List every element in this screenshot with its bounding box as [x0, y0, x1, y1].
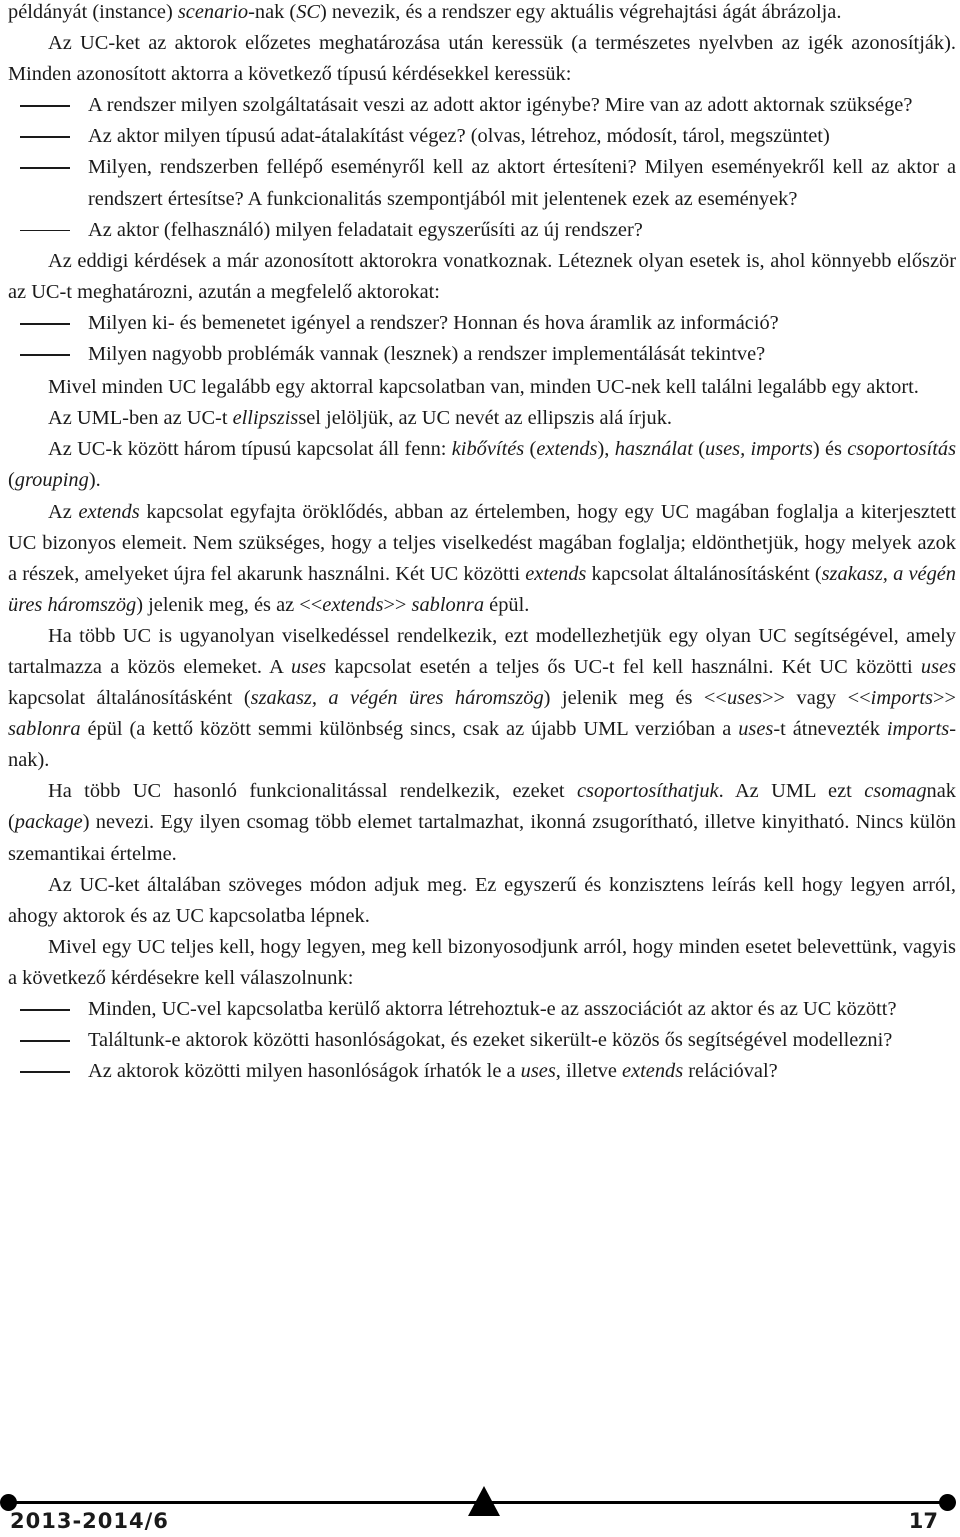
list-item	[8, 1056, 956, 1087]
italic-term: szakasz, a végén üres háromszög	[8, 562, 957, 616]
text: kapcsolat egyfajta öröklődés, abban az értelemben, hogy egy UC magában foglalja a kiterjesztett UC bizonyos elemeit. Nem szükséges, hogy a teljes viselkedést magában foglalja; eldönthetjük, hogy melyek azok a részek, amelyeket újra fel akarunk használni. Két UC közötti	[8, 500, 956, 585]
italic-term: extends	[525, 562, 587, 585]
paragraph-ellipse	[8, 403, 956, 434]
italic-term: uses	[726, 687, 763, 710]
italic-term: SC	[296, 1, 321, 23]
document-body	[8, 0, 956, 1087]
paragraph-intro	[8, 0, 956, 28]
text: ) nevezi. Egy ilyen csomag több elemet tartalmazhat, ikonná zsugorítható, illetve kinyitható. Nincs külön szemantikai értelme.	[8, 811, 956, 865]
text: kapcsolat esetén a teljes ős UC-t fel kell használni. Két UC közötti	[326, 655, 921, 678]
text: épül.	[484, 593, 530, 616]
paragraph-uses	[8, 621, 956, 776]
text: Ha több UC is ugyanolyan viselkedéssel rendelkezik, ezt modellezhetjük egy olyan UC segítségével, amely tartalmazza a közös elemeket. A	[8, 624, 956, 678]
italic-term: használat	[614, 438, 693, 461]
italic-term: ellipszis	[232, 407, 299, 430]
text: ).	[88, 469, 101, 492]
list-item: Milyen, rendszerben fellépő eseményről kell az aktort értesíteni? Milyen eseményekről kell az aktor a rendszert értesítse? A funkcionalitás szempontjából mit jelentenek ezek az események?	[8, 152, 956, 214]
question-list-completeness	[8, 994, 956, 1087]
text: ) jelenik meg, és az <<	[136, 593, 323, 616]
text: >> vagy <<	[762, 687, 871, 710]
italic-term: kibővítés	[451, 438, 525, 461]
text: ) és	[812, 438, 848, 461]
paragraph-completeness: Mivel egy UC teljes kell, hogy legyen, meg kell bizonyosodjunk arról, hogy minden esetet belevettünk, vagyis a következő kérdésekre kell válaszolnunk:	[8, 935, 956, 989]
list-item: Az aktor milyen típusú adat-átalakítást végez? (olvas, létrehoz, módosít, tárol, megszüntet)	[8, 121, 956, 152]
italic-term: imports	[870, 687, 933, 710]
italic-term: uses	[738, 718, 774, 741]
circle-right-icon	[939, 1494, 956, 1511]
page-number: 17	[908, 1509, 938, 1533]
paragraph-extends	[8, 497, 956, 621]
paragraph-relations	[8, 434, 956, 496]
list-item: A rendszer milyen szolgáltatásait veszi az adott aktor igénybe? Mire van az adott aktornak szüksége?	[8, 90, 956, 121]
text: (	[8, 469, 15, 492]
text: Az UC-k között három típusú kapcsolat áll fenn:	[48, 438, 452, 461]
text: >>	[383, 593, 412, 616]
list-item: Milyen ki- és bemenetet igényel a rendszer? Honnan és hova áramlik az információ?	[8, 308, 956, 339]
italic-term: imports	[886, 718, 950, 741]
text: épül (a kettő között semmi különbség sincs, csak az újabb UML verzióban a	[80, 718, 739, 741]
text: kapcsolat általánosításként (	[586, 562, 822, 585]
italic-term: uses	[290, 655, 327, 678]
text: Ha több UC hasonló funkcionalitással rendelkezik, ezeket	[48, 780, 577, 803]
text: Az	[48, 500, 79, 523]
list-item: Az aktor (felhasználó) milyen feladatait egyszerűsíti az új rendszer?	[8, 215, 956, 246]
text: Az UML-ben az UC-t	[48, 407, 233, 430]
italic-term: extends	[322, 593, 384, 616]
question-list-uc	[8, 308, 956, 370]
italic-term: uses	[920, 655, 957, 678]
list-item: Milyen nagyobb problémák vannak (lesznek) a rendszer implementálását tekintve?	[8, 339, 956, 370]
italic-term: package	[14, 811, 83, 834]
italic-term: extends	[536, 438, 598, 461]
italic-term: csoportosíthatjuk	[576, 780, 719, 803]
text: ) nevezik, és a rendszer egy aktuális végrehajtási ágát ábrázolja.	[320, 1, 842, 23]
text: -t átnevezték	[773, 718, 887, 741]
issue-label: 2013-2014/6	[10, 1509, 169, 1533]
text: példányát (instance)	[8, 1, 178, 23]
italic-term: csomag	[864, 780, 927, 803]
text: sel jelöljük, az UC nevét az ellipszis alá írjuk.	[298, 407, 673, 430]
text: >>	[932, 687, 956, 710]
text: nak (	[8, 780, 956, 834]
text: -nak (	[248, 1, 297, 23]
paragraph-textual: Az UC-ket általában szöveges módon adjuk meg. Ez egyszerű és konzisztens leírás kell hogy legyen arról, ahogy aktorok és az UC kapcsolatba lépnek.	[8, 873, 956, 927]
italic-term: extends	[622, 1060, 684, 1083]
text: Az aktorok közötti milyen hasonlóságok írhatók le a	[88, 1060, 521, 1083]
italic-term: extends	[78, 500, 140, 523]
text: (	[524, 438, 537, 461]
italic-term: grouping	[14, 469, 89, 492]
text: ) jelenik meg és <<	[543, 687, 727, 710]
paragraph-uc-search: Az UC-ket az aktorok előzetes meghatározása után keressük (a természetes nyelvben az igék azonosítják). Minden azonosított aktorra a következő típusú kérdésekkel keressük:	[8, 32, 956, 86]
text: relációval?	[683, 1060, 778, 1083]
list-item: Találtunk-e aktorok közötti hasonlóságokat, és ezeket sikerült-e közös ős segítségével modellezni?	[8, 1025, 956, 1056]
paragraph-actor-requirement: Mivel minden UC legalább egy aktorral kapcsolatban van, minden UC-nek kell találni legalább egy aktort.	[48, 376, 919, 399]
text: (	[692, 438, 705, 461]
text: . Az UML ezt	[718, 780, 865, 803]
italic-term: uses, imports	[705, 438, 813, 461]
paragraph-uc-first: Az eddigi kérdések a már azonosított aktorokra vonatkoznak. Léteznek olyan esetek is, ahol könnyebb először az UC-t meghatározni, azután a megfelelő aktorokat:	[8, 249, 956, 303]
text: , illetve	[555, 1060, 623, 1083]
question-list-actors	[8, 90, 956, 245]
text: -nak).	[8, 718, 956, 772]
text: kapcsolat általánosításként (	[8, 687, 251, 710]
italic-term: uses	[520, 1060, 556, 1083]
italic-term: szakasz, a végén üres háromszög	[250, 687, 544, 710]
italic-term: csoportosítás	[847, 438, 957, 461]
page-footer	[0, 1486, 960, 1534]
italic-term: sablonra	[411, 593, 485, 616]
italic-term: scenario	[177, 1, 249, 23]
triangle-icon	[468, 1486, 500, 1516]
paragraph-grouping	[8, 776, 956, 869]
list-item: Minden, UC-vel kapcsolatba kerülő aktorra létrehoztuk-e az asszociációt az aktor és az UC között?	[8, 994, 956, 1025]
italic-term: sablonra	[8, 718, 81, 741]
text: ),	[597, 438, 615, 461]
